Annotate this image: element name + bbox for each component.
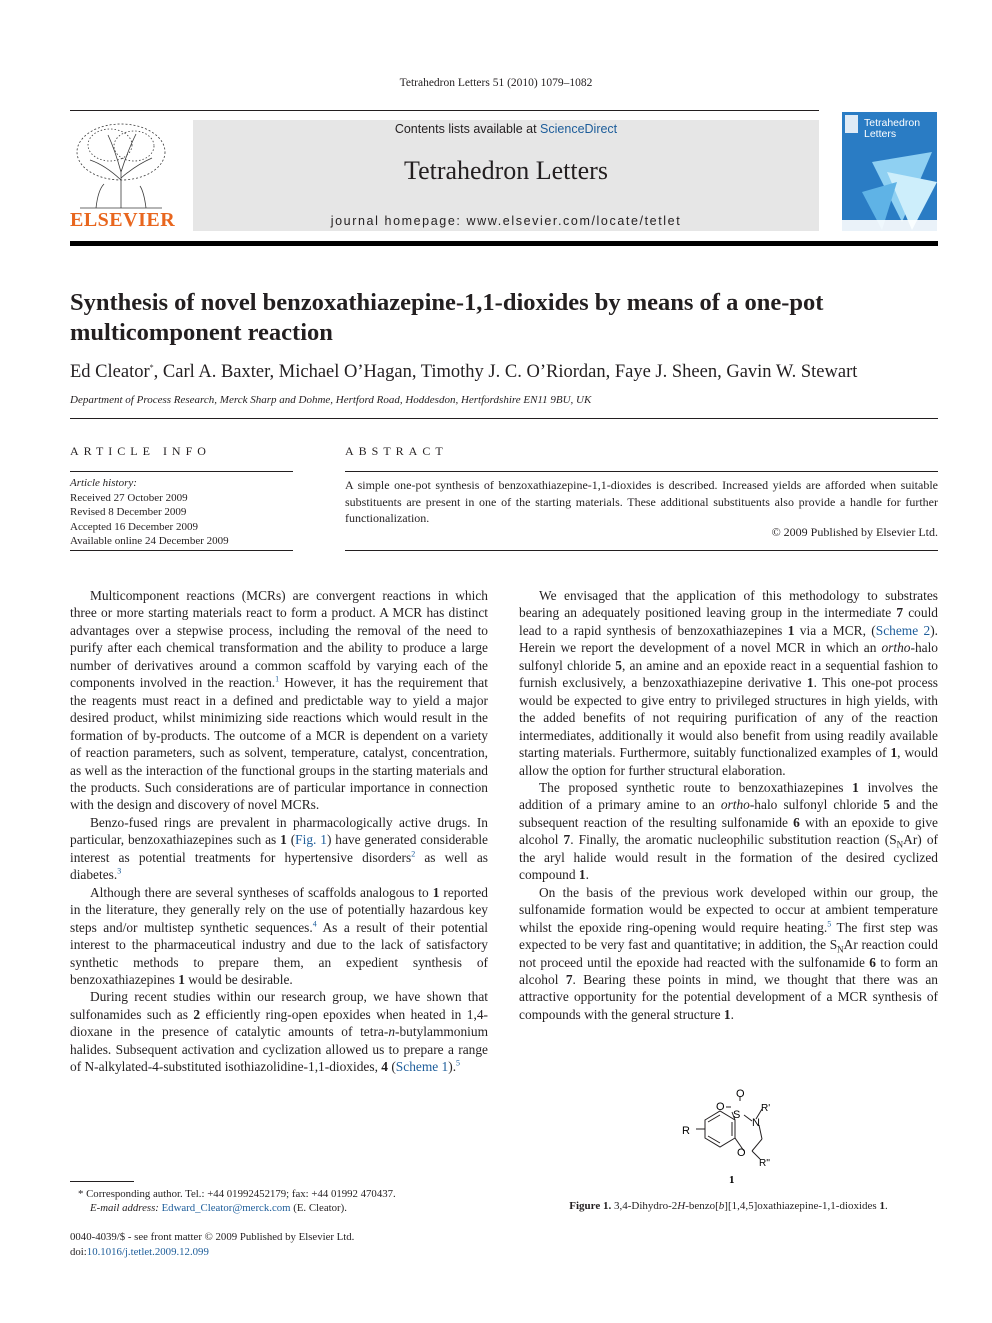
- paragraph-1: Multicomponent reactions (MCRs) are convergent reactions in which three or more starting materials react to form a product. A MCR has distinct advantages over a stepwise process, including the removal of the need to purify after each chemical transformation and the ability to produce a large number of derivatives around a common scaffold by varying each of the components involved in the reaction.$^1$ However, it has the requirement that the reagents must react in a defined and predictable way to yield a major desired product, whilst minimizing side reactions which would result in the formation of by-products. The outcome of a MCR is dependent on a variety of reaction parameters, such as solvent, temperature, catalyst, concentration, as well as the interaction of the functional groups in the starting materials and the products. Such considerations are of particular importance in connection with the design and discovery of novel MCRs.: [70, 588, 488, 813]
- figure-1-structure[interactable]: [660, 1085, 810, 1195]
- abstract-text: A simple one-pot synthesis of benzoxathiazepine-1,1-dioxides is described. Increased yields are afforded when suitable substituents are present in one of the starting materials. These additional substituents also provide a handle for further functionalization.: [345, 478, 938, 525]
- sciencedirect-link[interactable]: ScienceDirect: [540, 122, 618, 136]
- abstract-rule-top: [345, 471, 938, 472]
- benzoxathiazepine-structure-icon: [660, 1085, 810, 1195]
- history-received: Received 27 October 2009: [70, 491, 188, 504]
- footnote-rule: [70, 1181, 134, 1182]
- other-authors: , Carl A. Baxter, Michael O’Hagan, Timothy J. C. O’Riordan, Faye J. Sheen, Gavin W. Stewart: [153, 362, 858, 382]
- abstract-copyright: © 2009 Published by Elsevier Ltd.: [771, 525, 938, 539]
- elsevier-logo[interactable]: [70, 120, 176, 232]
- fig-1-link[interactable]: Fig. 1: [295, 832, 327, 848]
- footnote: [70, 1187, 490, 1215]
- abstract-heading: ABSTRACT: [345, 444, 448, 458]
- article-title: Synthesis of novel benzoxathiazepine-1,1-dioxides by means of a one-pot multicomponent reaction: [70, 289, 824, 346]
- footnote-email: E-mail address: Edward_Cleator@merck.com (E. Cleator).: [90, 1202, 347, 1214]
- journal-cover[interactable]: [842, 112, 937, 231]
- ref-3[interactable]: 3: [117, 866, 122, 876]
- footnote-corresponding: * Corresponding author. Tel.: +44 01992452179; fax: +44 01992 470437.: [78, 1188, 396, 1200]
- paragraph-5: We envisaged that the application of this methodology to substrates bearing an adequately positioned leaving group in the intermediate 7 could lead to a rapid synthesis of benzoxathiazepines 1 via a MCR, (Scheme 2). Herein we report the development of a novel MCR in which an ortho-halo sulfonyl chloride 5, an amine and an epoxide react in a sequential fashion to furnish exclusively, a benzoxathiazepine derivative 1. This one-pot process would be expected to give entry to privileged structures in high yields, with the added benefits of not requiring purification of any of the reaction intermediates, additionally it would also benefit from using readily available starting materials. Furthermore, suitably functionalized examples of 1, would allow the option for further structural elaboration.: [519, 588, 938, 778]
- scheme-1-link[interactable]: Scheme 1: [395, 1059, 449, 1075]
- email-link[interactable]: Edward_Cleator@merck.com: [161, 1202, 291, 1214]
- cover-title-line2: Letters: [864, 128, 897, 140]
- article-info-rule-bottom: [70, 550, 293, 551]
- figure-1-caption: Figure 1. 3,4-Dihydro-2H-benzo[b][1,4,5]oxathiazepine-1,1-dioxides 1.: [569, 1200, 888, 1212]
- history-online: Available online 24 December 2009: [70, 535, 229, 547]
- r-double-prime-label: R'': [759, 1158, 771, 1169]
- contents-prefix: Contents lists available at: [394, 122, 541, 136]
- header-bottom-rule: [70, 241, 938, 246]
- journal-homepage[interactable]: journal homepage: www.elsevier.com/locate/tetlet: [330, 214, 682, 228]
- corresponding-author-mark[interactable]: *: [149, 362, 154, 372]
- ref-5[interactable]: 5: [456, 1058, 461, 1068]
- journal-citation: Tetrahedron Letters 51 (2010) 1079–1082: [399, 77, 593, 89]
- cover-title-line1: Tetrahedron: [864, 117, 921, 129]
- article-history: [70, 476, 300, 549]
- body-right-column: [519, 587, 938, 1023]
- doi-link[interactable]: 10.1016/j.tetlet.2009.12.099: [86, 1246, 209, 1258]
- compound-number: 1: [729, 1174, 735, 1186]
- paragraph-6: The proposed synthetic route to benzoxathiazepines 1 involves the addition of a primary amine to an ortho-halo sulfonyl chloride 5 and the subsequent reaction of the resulting sulfonamide 6 with an epoxide to give alcohol 7. Finally, the aromatic nucleophilic substitution reaction $(S_NAr)$ of the aryl halide would result in the formation of the desired cyclized compound 1.: [519, 779, 939, 883]
- history-revised: Revised 8 December 2009: [70, 506, 187, 518]
- journal-header: [193, 120, 819, 231]
- ref-2[interactable]: 2: [411, 849, 416, 859]
- author-list: [70, 362, 940, 383]
- ref-1[interactable]: 1: [275, 674, 280, 684]
- oxo-label-2: O: [736, 1088, 745, 1100]
- affiliation-rule: [70, 418, 938, 419]
- elsevier-tree-icon: [70, 120, 172, 210]
- oxo-label-1: O: [716, 1101, 725, 1113]
- ring-oxygen-label: O: [737, 1147, 746, 1159]
- cover-title: [864, 118, 920, 140]
- issn-line: 0040-4039/$ - see front matter © 2009 Published by Elsevier Ltd.: [70, 1231, 355, 1243]
- header-top-rule: [70, 110, 819, 111]
- r-prime-label: R': [761, 1103, 771, 1114]
- contents-line: [193, 122, 819, 136]
- elsevier-wordmark: ELSEVIER: [70, 209, 176, 231]
- history-label: Article history:: [70, 477, 137, 489]
- scheme-2-link[interactable]: Scheme 2: [875, 622, 931, 638]
- history-accepted: Accepted 16 December 2009: [70, 520, 198, 533]
- ref-4[interactable]: 4: [312, 919, 317, 929]
- paragraph-3: Although there are several syntheses of scaffolds analogous to 1 reported in the literature, they generally rely on the use of potentially hazardous key steps and/or multistep synthetic sequences.$^4$ As a result of their potential interest to the pharmaceutical industry and due to the lack of satisfactory synthetic methods to prepare them, an expedient synthesis of benzoxathiazepines 1 would be desirable.: [70, 884, 488, 987]
- bottom-meta: [70, 1230, 490, 1260]
- doi-line: doi:10.1016/j.tetlet.2009.12.099: [70, 1246, 209, 1258]
- figure-1-label[interactable]: Figure 1.: [569, 1200, 612, 1212]
- sulfur-label: S: [733, 1109, 741, 1121]
- nitrogen-label: N: [752, 1117, 760, 1129]
- affiliation: Department of Process Research, Merck Sharp and Dohme, Hertford Road, Hoddesdon, Hertfordshire EN11 9BU, UK: [70, 394, 592, 406]
- ref-5b[interactable]: 5: [827, 919, 832, 929]
- paragraph-7: On the basis of the previous work developed within our group, the sulfonamide formation would be expected to occur at ambient temperature whilst the epoxide ring-opening would require heating.$^5$ The first step was expected to be very fast and quantitative; in addition, the $S_NAr$ reaction could not proceed until the epoxide had reacted with the sulfonamide 6 to form an alcohol 7. Bearing these points in mind, we thought that there was an attractive opportunity for the potential development of a MCR synthesis of compounds with the general structure 1.: [519, 884, 938, 1022]
- journal-title[interactable]: Tetrahedron Letters: [404, 156, 608, 185]
- article-info-rule-top: [70, 471, 293, 472]
- paragraph-4: During recent studies within our research group, we have shown that sulfonamides such as 2 efficiently ring-open epoxides when heated in 1,4-dioxane in the presence of catalytic amounts of tetra-n-butylammonium halides. Subsequent activation and cyclization allowed us to prepare a range of N-alkylated-4-substituted isothiazolidine-1,1-dioxides, 4 (Scheme 1).$^5$: [70, 989, 488, 1075]
- abstract-rule-bottom: [345, 550, 938, 551]
- body-left-column: [70, 587, 488, 1076]
- paragraph-2: Benzo-fused rings are prevalent in pharmacologically active drugs. In particular, benzoxathiazepines such as 1 (Fig. 1) have generated considerable interest as potential treatments for hypertensive disorders$^2$ as well as diabetes.$^3$: [70, 814, 488, 883]
- article-info-heading: ARTICLE INFO: [70, 444, 211, 458]
- corresponding-author[interactable]: Ed Cleator: [70, 362, 150, 382]
- r-label: R: [682, 1125, 690, 1137]
